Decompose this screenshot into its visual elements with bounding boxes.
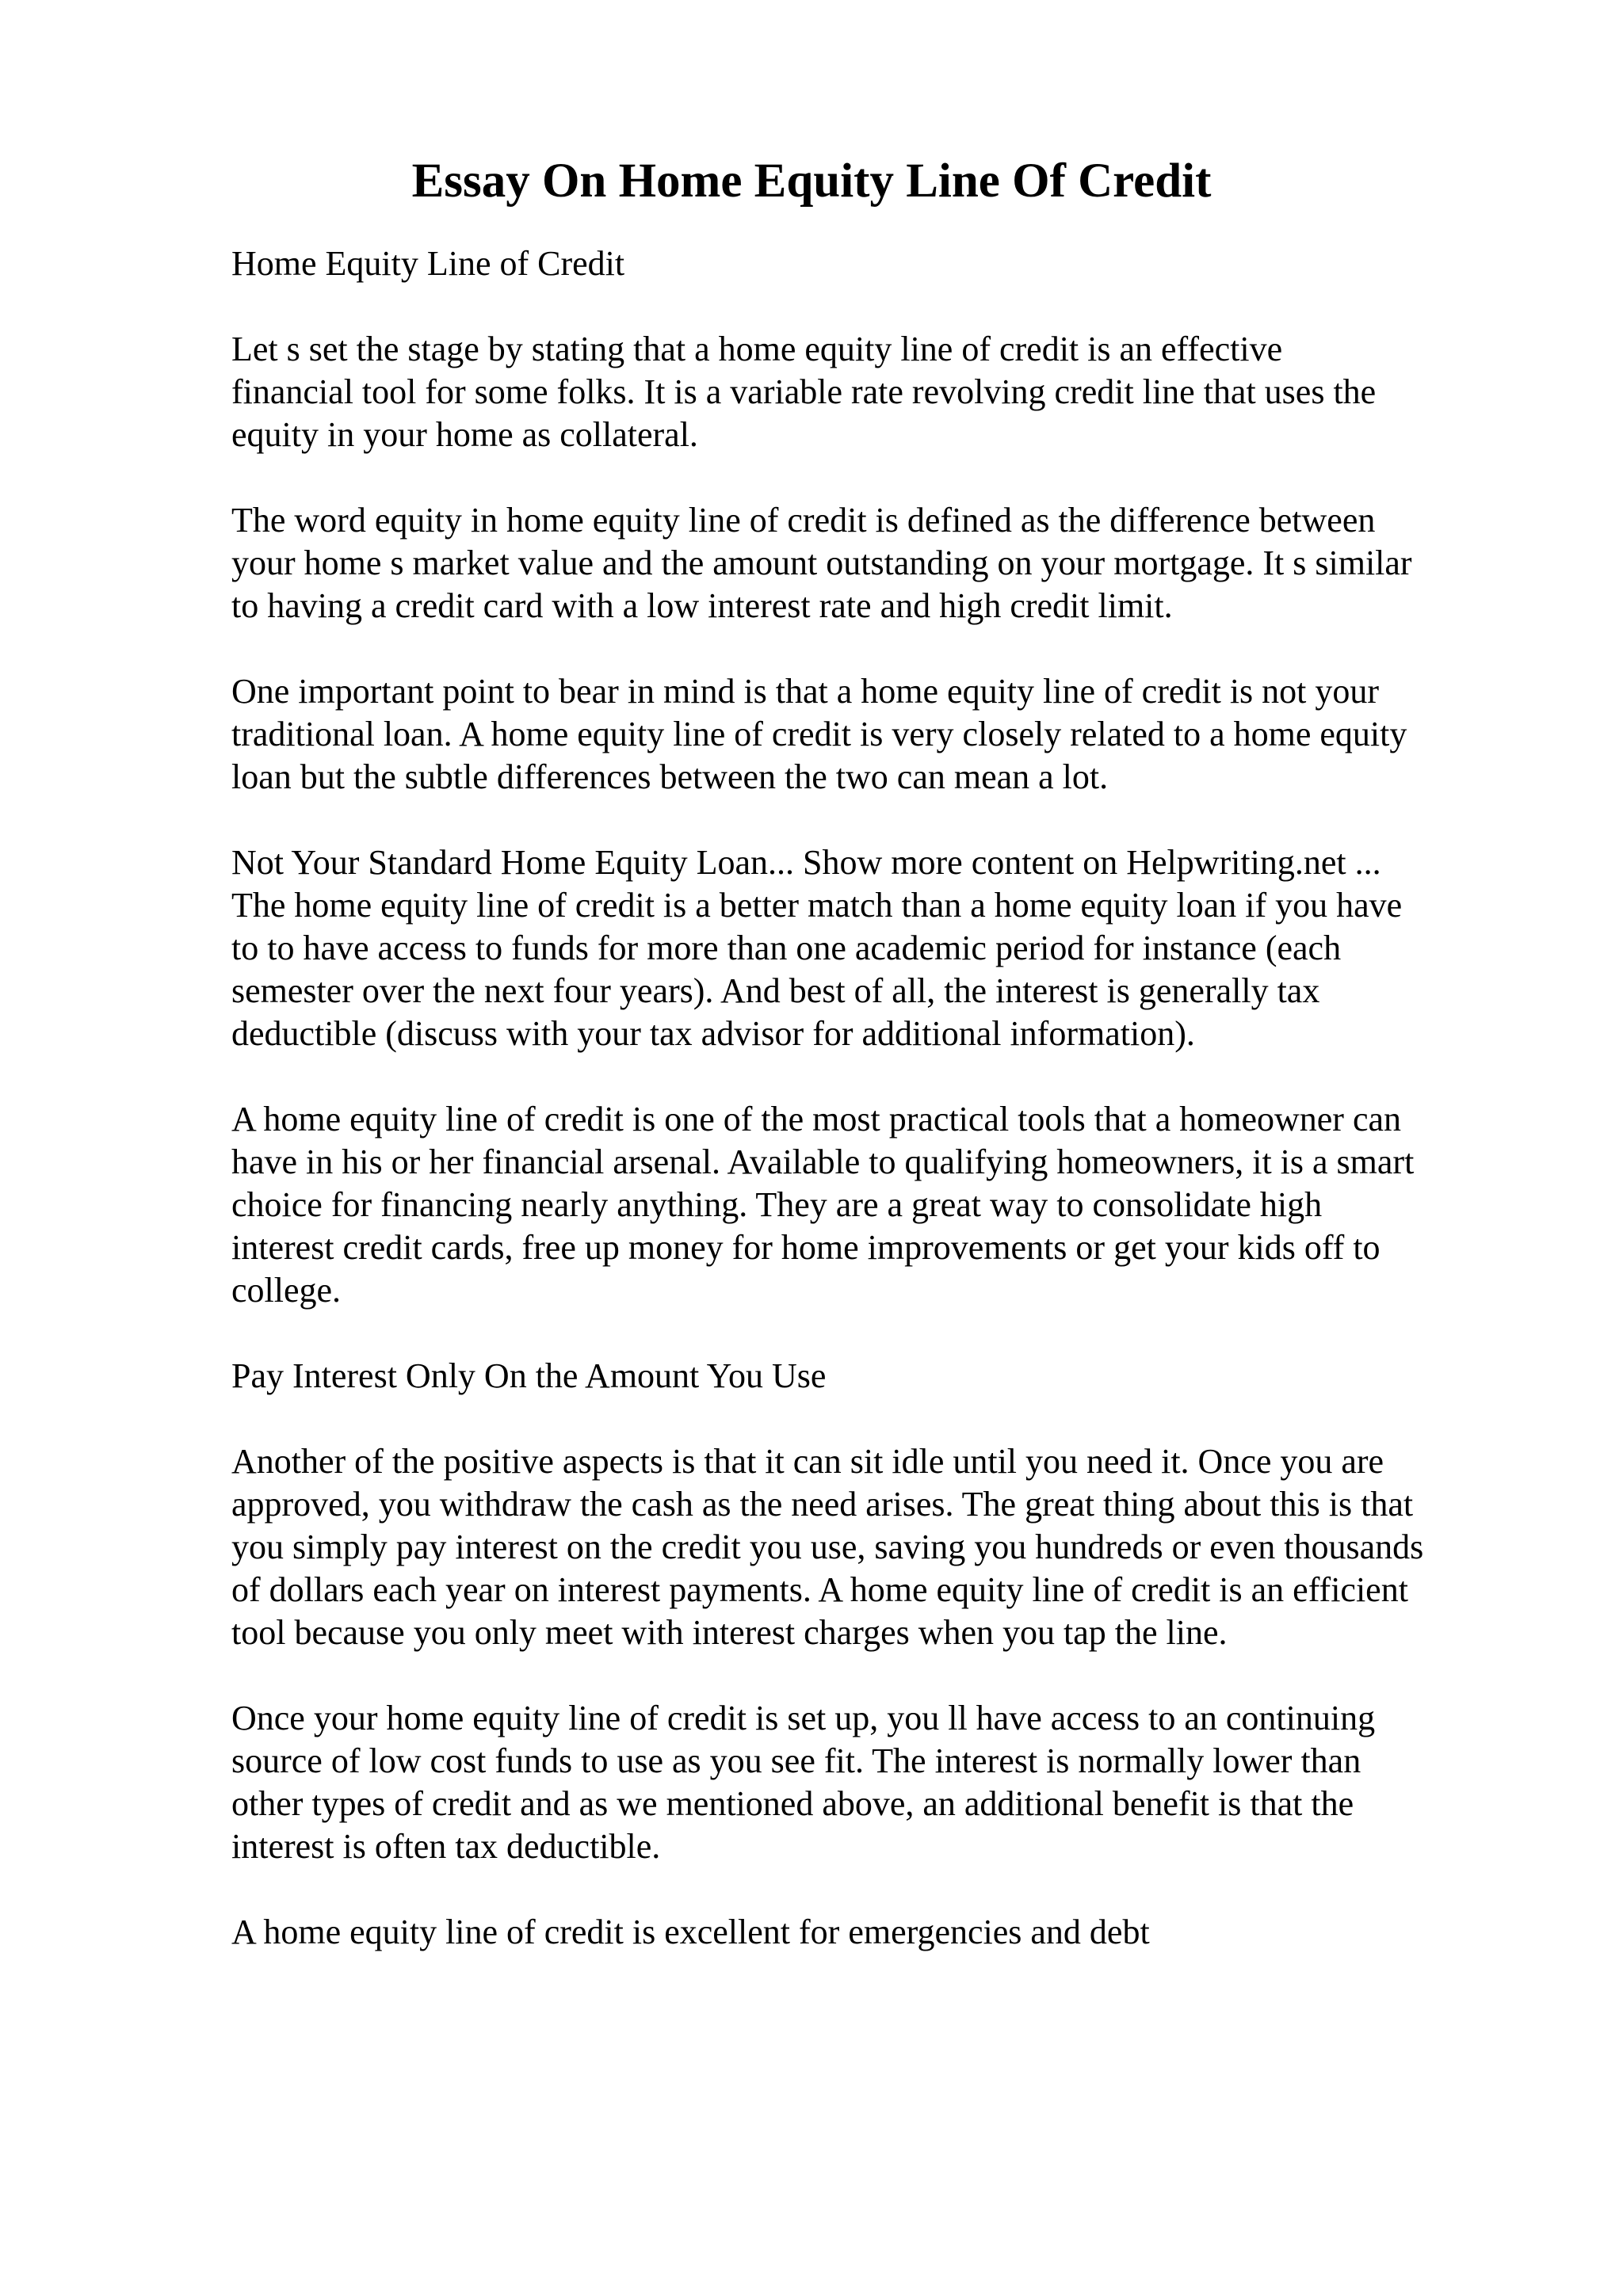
paragraph: The word equity in home equity line of credit is defined as the difference between your home s market value and the amount outstanding on your mortgage. It s similar to having a credit card with a low interest rate and high credit limit. bbox=[231, 501, 1412, 625]
section-heading: Home Equity Line of Credit bbox=[231, 244, 625, 283]
paragraph: A home equity line of credit is one of the most practical tools that a homeowner can have in his or her financial arsenal. Available to qualifying homeowners, it is a smart choice for financing nearly anything. They are a great way to consolidate high interest credit cards, free up money for home improvements or get your kids off to college. bbox=[231, 1100, 1415, 1310]
document-body bbox=[231, 242, 1515, 1954]
paragraph: Another of the positive aspects is that it can sit idle until you need it. Once you are approved, you withdraw the cash as the need arises. The great thing about this is that you simply pay interest on the credit you use, saving you hundreds or even thousands of dollars each year on interest payments. A home equity line of credit is an efficient tool because you only meet with interest charges when you tap the line. bbox=[231, 1442, 1424, 1652]
paragraph: One important point to bear in mind is that a home equity line of credit is not your traditional loan. A home equity line of credit is very closely related to a home equity loan but the subtle differences between the two can mean a lot. bbox=[231, 672, 1407, 796]
paragraph: Let s set the stage by stating that a home equity line of credit is an effective financial tool for some folks. It is a variable rate revolving credit line that uses the equity in your home as collateral. bbox=[231, 330, 1377, 454]
paragraph: A home equity line of credit is excellent for emergencies and debt bbox=[231, 1913, 1150, 1951]
paragraph: Not Your Standard Home Equity Loan... Show more content on Helpwriting.net ... The home equity line of credit is a better match than a home equity loan if you have to to have access to funds for more than one academic period for instance (each semester over the next four years). And best of all, the interest is generally tax deductible (discuss with your tax advisor for additional information). bbox=[231, 843, 1403, 1053]
document-title: Essay On Home Equity Line Of Credit bbox=[411, 154, 1212, 208]
section-heading: Pay Interest Only On the Amount You Use bbox=[231, 1356, 827, 1395]
paragraph: Once your home equity line of credit is set up, you ll have access to an continuing source of low cost funds to use as you see fit. The interest is normally lower than other types of credit and as we mentioned above, an additional benefit is that the interest is often tax deductible. bbox=[231, 1699, 1376, 1866]
